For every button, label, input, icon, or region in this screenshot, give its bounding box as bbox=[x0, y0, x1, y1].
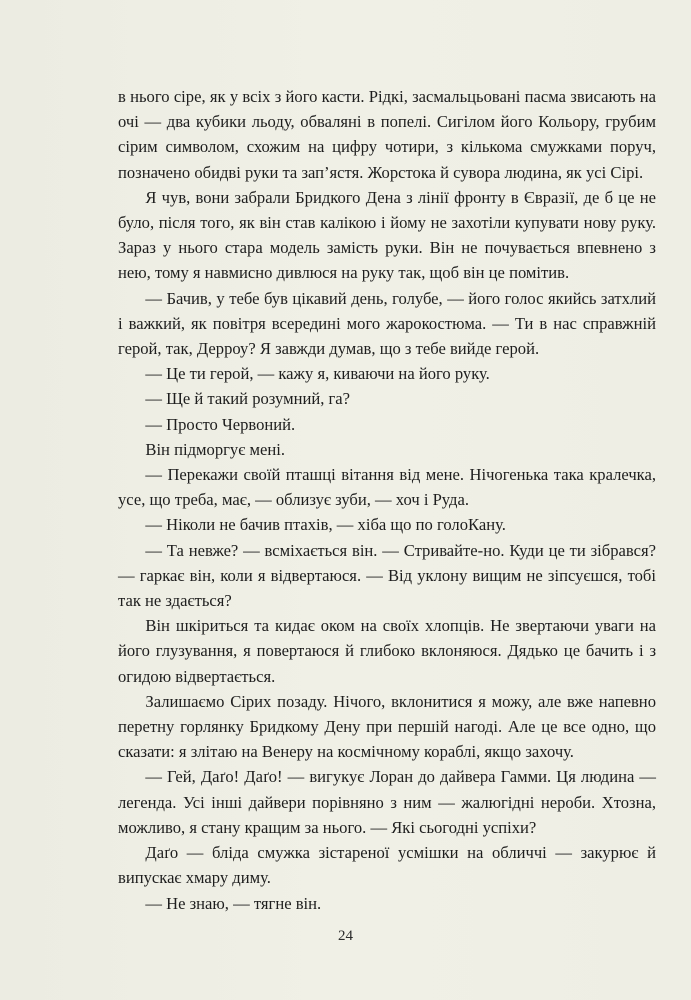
paragraph: Залишаємо Сірих позаду. Нічого, вклонитися я можу, але вже напевно перетну горлянку Бридкому Дену при першій нагоді. Але це все одно, що сказати: я злітаю на Венеру на космічному кораблі, якщо захочу. bbox=[118, 691, 656, 762]
paragraph: — Це ти герой, — кажу я, киваючи на його руку. bbox=[145, 364, 490, 384]
paragraph: в нього сіре, як у всіх з його касти. Рідкі, засмальцьовані пасма звисають на очі — два кубики льоду, обваляні в попелі. Сигілом його Кольору, грубим сірим символом, схожим на цифру чотири, з кількома смужками поруч, позначено обидві руки та зап’ястя. Жорстока й сувора людина, як усі Сірі. bbox=[118, 87, 656, 182]
paragraph: — Просто Червоний. bbox=[145, 414, 296, 434]
paragraph: — Перекажи своїй пташці вітання від мене. Нічогенька така кралечка, усе, що треба, має, — облизує зуби, — хоч і Руда. bbox=[118, 465, 656, 510]
page-number: 24 bbox=[338, 928, 353, 944]
paragraph: Він підморгує мені. bbox=[145, 439, 285, 459]
paragraph: — Не знаю, — тягне він. bbox=[145, 893, 322, 913]
paragraph: — Та невже? — всміхається він. — Стривайте-но. Куди це ти зібрався? — гаркає він, коли я відвертаюся. — Від уклону вищим не зіпсуєшся, тобі так не здається? bbox=[118, 540, 656, 611]
paragraph: — Ще й такий розумний, га? bbox=[145, 389, 351, 409]
paragraph: Він шкіриться та кидає оком на своїх хлопців. Не звертаючи уваги на його глузування, я повертаюся й глибоко вклоняюся. Дядько це бачить і з огидою відвертається. bbox=[118, 616, 656, 686]
body-text bbox=[118, 84, 656, 916]
paragraph: Даґо — бліда смужка зістареної усмішки на обличчі — закурює й випускає хмару диму. bbox=[118, 843, 656, 888]
paragraph: — Гей, Даґо! Даґо! — вигукує Лоран до дайвера Гамми. Ця людина — легенда. Усі інші дайвери порівняно з ним — жалюгідні нероби. Хтозна, можливо, я стану кращим за нього. — Які сьогодні успіхи? bbox=[118, 767, 656, 837]
paragraph: Я чув, вони забрали Бридкого Дена з лінії фронту в Євразії, де б це не було, після того, як він став калікою і йому не захотіли купувати нову руку. Зараз у нього стара модель замість руки. Він не почувається впевнено з нею, тому я навмисно дивлюся на руку так, щоб він це помітив. bbox=[118, 187, 656, 283]
paragraph: — Бачив, у тебе був цікавий день, голубе, — його голос якийсь затхлий і важкий, як повітря всередині мого жарокостюма. — Ти в нас справжній герой, так, Дерроу? Я завжди думав, що з тебе вийде герой. bbox=[118, 288, 656, 359]
paragraph: — Ніколи не бачив птахів, — хіба що по голоКану. bbox=[145, 515, 506, 535]
